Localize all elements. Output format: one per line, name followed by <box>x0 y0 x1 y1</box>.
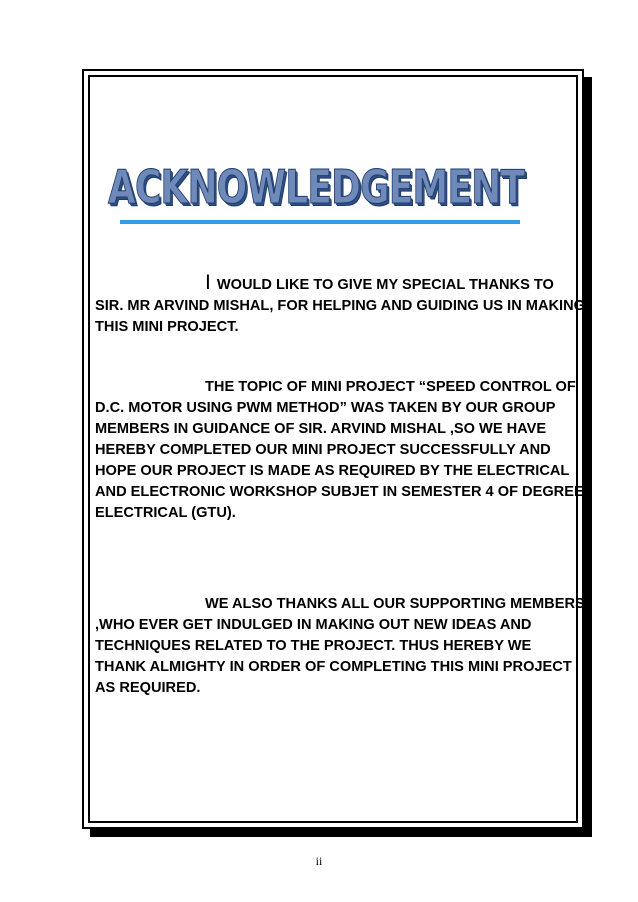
paragraph-3 <box>95 594 585 699</box>
page-number: ii <box>315 854 323 868</box>
paragraph-1-text: WOULD LIKE TO GIVE MY SPECIAL THANKS TO SIR. MR ARVIND MISHAL, FOR HELPING AND GUIDING US IN MAKING THIS MINI PROJECT. <box>95 277 585 335</box>
paragraph-2 <box>95 377 585 524</box>
paragraph-1 <box>95 272 585 338</box>
heading-underline <box>120 220 520 224</box>
paragraph-2-text: THE TOPIC OF MINI PROJECT “SPEED CONTROL OF D.C. MOTOR USING PWM METHOD” WAS TAKEN BY OUR GROUP MEMBERS IN GUIDANCE OF SIR. ARVIND MISHAL ,SO WE HAVE HEREBY COMPLETED OUR MINI PROJECT SUCCESSFULLY AND HOPE OUR PROJECT IS MADE AS REQUIRED BY THE ELECTRICAL AND ELECTRONIC WORKSHOP SUBJET IN SEMESTER 4 OF DEGREE ELECTRICAL (GTU). <box>95 379 584 521</box>
paragraph-1-lead: I <box>205 271 211 294</box>
paragraph-3-text: WE ALSO THANKS ALL OUR SUPPORTING MEMBERS ,WHO EVER GET INDULGED IN MAKING OUT NEW IDEAS AND TECHNIQUES RELATED TO THE PROJECT. THUS HEREBY WE THANK ALMIGHTY IN ORDER OF COMPLETING THIS MINI PROJECT AS REQUIRED. <box>95 596 585 696</box>
heading: ACKNOWLEDGEMENT <box>108 160 525 214</box>
